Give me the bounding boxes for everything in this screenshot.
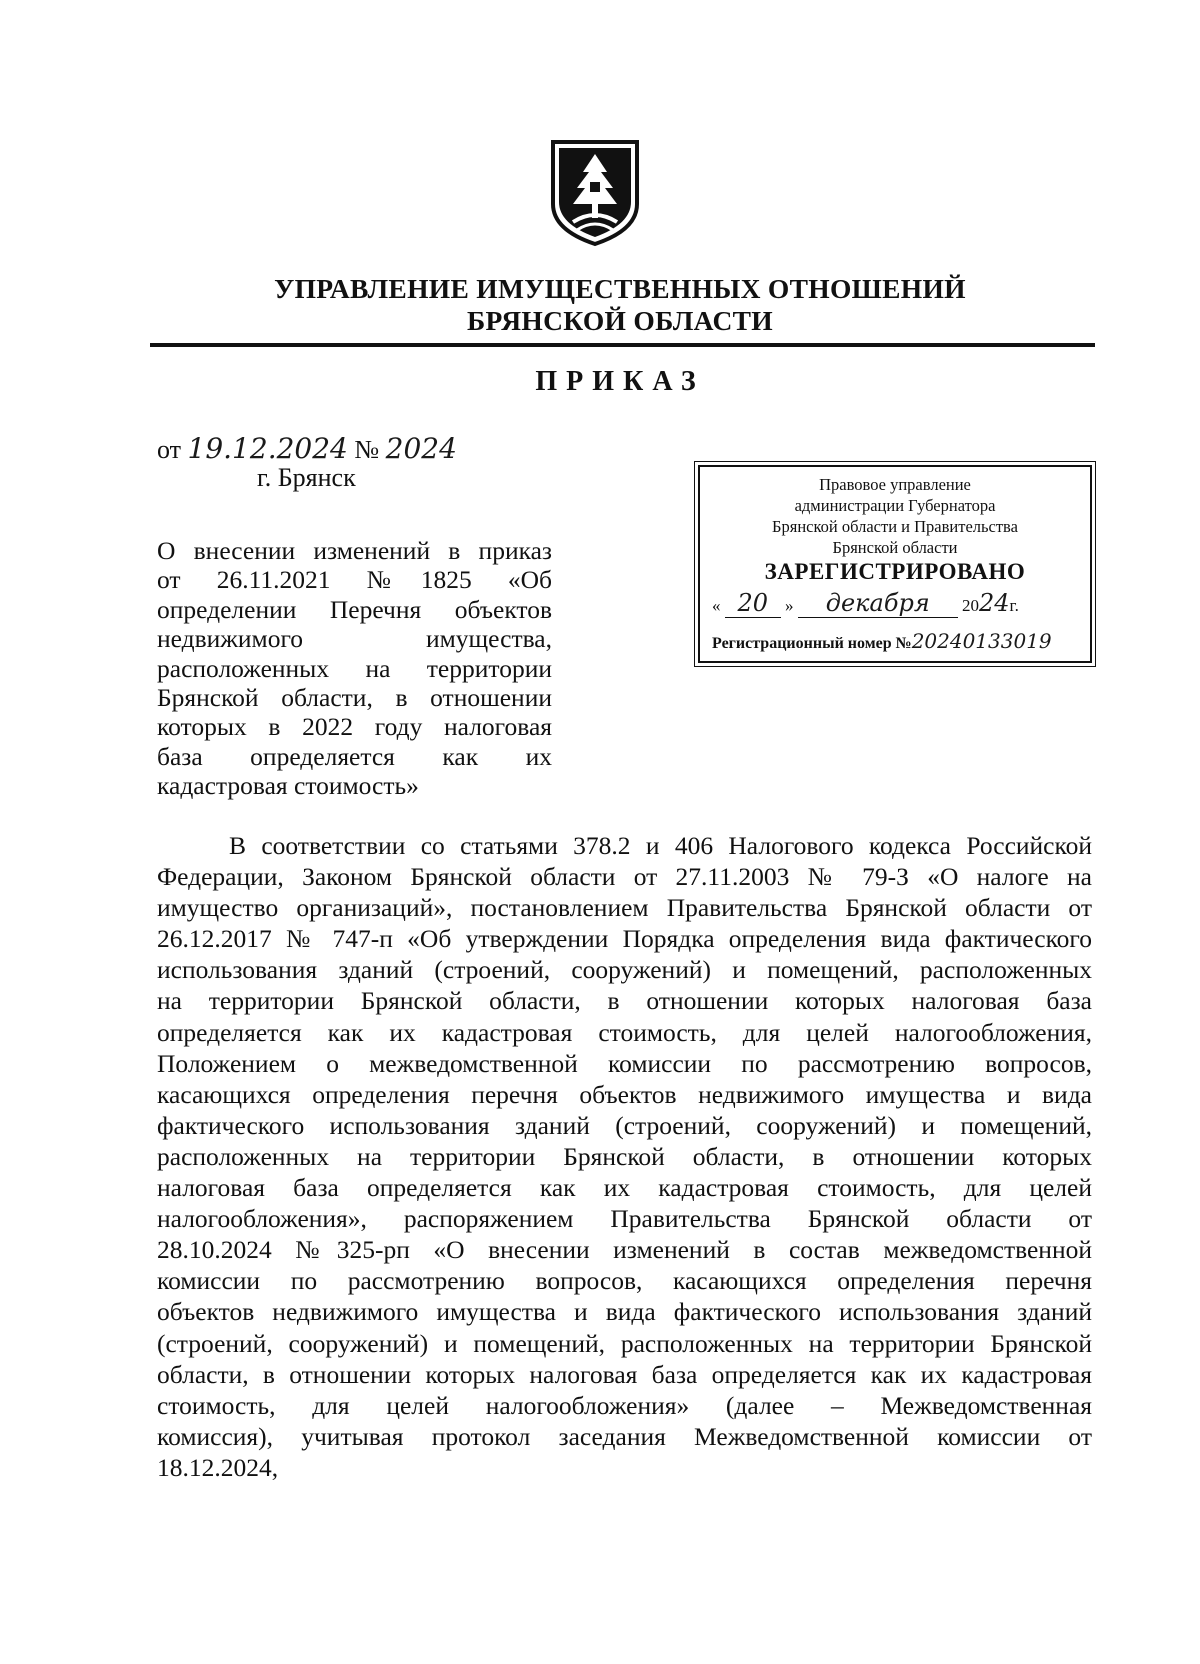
body-line: 18.12.2024, (157, 1452, 279, 1482)
organization-name-line1: УПРАВЛЕНИЕ ИМУЩЕСТВЕННЫХ ОТНОШЕНИЙ (274, 273, 966, 304)
stamp-reg-number-label: Регистрационный номер № (712, 635, 912, 652)
body-line: имущество организаций», постановлением Правительства Брянской области от (157, 893, 1092, 923)
stamp-quote-open: « (712, 596, 721, 615)
stamp-line: Брянской области (832, 538, 958, 557)
subject-line: недвижимого имущества, (157, 624, 552, 654)
stamp-registration-number-row (712, 629, 1052, 653)
body-line: (строений, сооружений) и помещений, расположенных на территории Брянской (157, 1328, 1092, 1358)
number-label: № (354, 435, 380, 464)
order-date-line (157, 432, 457, 465)
order-date-handwritten: 19.12.2024 (187, 432, 348, 465)
body-line: комиссия), учитывая протокол заседания Межведомственной комиссии от (157, 1421, 1092, 1451)
body-line: определяется как их кадастровая стоимость, для целей налогообложения, (157, 1017, 1092, 1047)
stamp-reg-number-handwritten: 20240133019 (911, 629, 1052, 653)
subject-line: которых в 2022 году налоговая (157, 712, 552, 742)
body-line: использования зданий (строений, сооружений) и помещений, расположенных (157, 955, 1092, 985)
body-line: 26.12.2017 № 747-п «Об утверждении Порядка определения вида фактического (157, 924, 1092, 954)
body-line: фактического использования зданий (строений, сооружений) и помещений, (157, 1110, 1092, 1140)
registration-stamp (698, 465, 1092, 663)
stamp-date-row (712, 589, 1082, 618)
stamp-line: Правовое управление (819, 475, 971, 494)
body-line: налогообложения», распоряжением Правительства Брянской области от (157, 1204, 1092, 1234)
body-line: В соответствии со статьями 378.2 и 406 Налогового кодекса Российской (229, 831, 1092, 860)
subject-line: от 26.11.2021 №1825 «Об (157, 565, 552, 595)
subject-line: база определяется как их (157, 741, 552, 771)
stamp-day-handwritten: 20 (725, 589, 781, 618)
organization-name-line2: БРЯНСКОЙ ОБЛАСТИ (467, 305, 773, 336)
coat-of-arms-emblem (549, 138, 641, 248)
order-number-handwritten: 2024 (385, 432, 457, 465)
stamp-line: администрации Губернатора (794, 496, 996, 515)
from-label: от (157, 435, 182, 464)
body-line: налоговая база определяется как их кадастровая стоимость, для целей (157, 1173, 1092, 1203)
subject-line: определении Перечня объектов (157, 594, 552, 624)
subject-line: расположенных на территории (157, 653, 552, 683)
stamp-year-unit: г. (1009, 596, 1019, 615)
body-line: расположенных на территории Брянской области, в отношении которых (157, 1141, 1092, 1171)
subject-line: О внесении изменений в приказ (157, 536, 552, 565)
document-type-title: ПРИКАЗ (535, 366, 705, 397)
subject-line: Брянской области, в отношении (157, 683, 552, 713)
body-line: объектов недвижимого имущества и вида фактического использования зданий (157, 1297, 1092, 1327)
stamp-line: Брянской области и Правительства (772, 517, 1018, 536)
city-label: г. Брянск (257, 463, 356, 492)
body-line: Федерации, Законом Брянской области от 27.11.2003 № 79-З «О налоге на (157, 862, 1092, 892)
stamp-month-handwritten: декабря (798, 589, 958, 618)
body-line: Положением о межведомственной комиссии по рассмотрению вопросов, (157, 1048, 1092, 1078)
body-line: комиссии по рассмотрению вопросов, касающихся определения перечня (157, 1266, 1092, 1296)
stamp-registered-label: ЗАРЕГИСТРИРОВАНО (764, 559, 1026, 584)
body-line: 28.10.2024 №325-рп «О внесении изменений в состав межведомственной (157, 1235, 1092, 1265)
stamp-quote-close: » (785, 596, 794, 615)
body-line: на территории Брянской области, в отношении которых налоговая база (157, 986, 1092, 1016)
stamp-year-handwritten: 24 (979, 589, 1010, 617)
order-body-paragraph (157, 830, 1092, 1483)
stamp-year-prefix: 20 (962, 596, 979, 615)
order-subject (157, 536, 552, 801)
body-line: касающихся определения перечня объектов недвижимого имущества и вида (157, 1079, 1092, 1109)
body-line: стоимость, для целей налогообложения» (далее – Межведомственная (157, 1390, 1092, 1420)
subject-line: кадастровая стоимость» (157, 771, 419, 801)
body-line: области, в отношении которых налоговая база определяется как их кадастровая (157, 1359, 1092, 1389)
header-divider (150, 343, 1095, 347)
